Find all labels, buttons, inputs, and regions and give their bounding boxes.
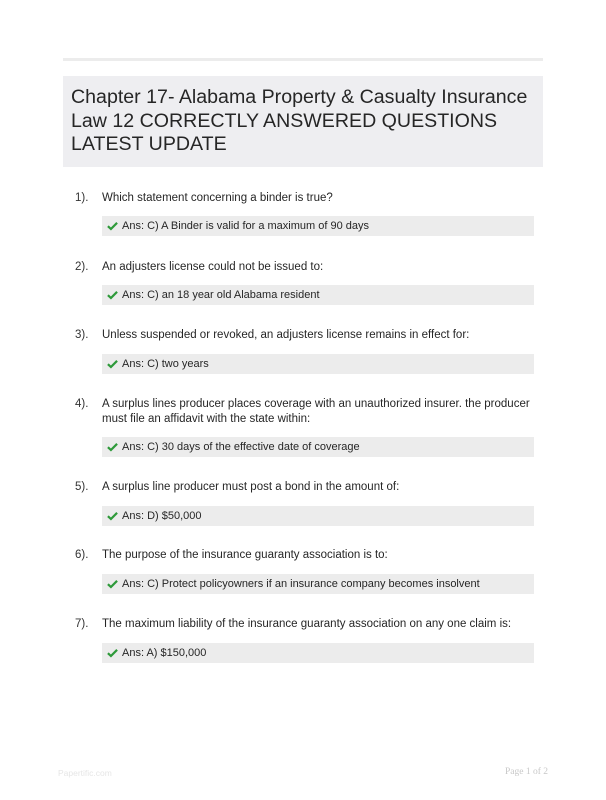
question-number: 1). <box>75 192 89 204</box>
checkmark-icon <box>107 221 118 231</box>
footer-site-name: Papertific.com <box>58 768 112 778</box>
answer-box <box>102 574 534 594</box>
answer-text: Ans: D) $50,000 <box>122 510 202 522</box>
answer-text: Ans: C) A Binder is valid for a maximum of 90 days <box>122 220 369 232</box>
question-text: A surplus lines producer places coverage with an unauthorized insurer. the producer must file an affidavit with the state within: <box>102 398 530 425</box>
page-number: Page 1 of 2 <box>504 767 548 777</box>
checkmark-icon <box>107 648 118 658</box>
question-text: A surplus line producer must post a bond in the amount of: <box>102 481 400 493</box>
question-text: The purpose of the insurance guaranty association is to: <box>102 549 388 561</box>
answer-box <box>102 643 534 663</box>
question-number: 4). <box>75 398 89 410</box>
answer-box <box>102 285 534 305</box>
checkmark-icon <box>107 442 118 452</box>
question-number: 5). <box>75 481 89 493</box>
answer-text: Ans: C) two years <box>122 358 209 370</box>
answer-box <box>102 506 534 526</box>
answer-box <box>102 354 534 374</box>
question-number: 6). <box>75 549 89 561</box>
question-text: An adjusters license could not be issued to: <box>102 261 324 273</box>
answer-text: Ans: C) 30 days of the effective date of coverage <box>122 441 360 453</box>
question-number: 2). <box>75 261 89 273</box>
answer-text: Ans: C) an 18 year old Alabama resident <box>122 289 320 301</box>
checkmark-icon <box>107 359 118 369</box>
document-title: Chapter 17- Alabama Property & Casualty Insurance Law 12 CORRECTLY ANSWERED QUESTIONS LATEST UPDATE <box>71 86 528 155</box>
answer-text: Ans: A) $150,000 <box>122 647 207 659</box>
checkmark-icon <box>107 290 118 300</box>
answer-box <box>102 216 534 236</box>
top-divider <box>63 58 543 61</box>
question-text: The maximum liability of the insurance guaranty association on any one claim is: <box>102 618 512 630</box>
title-banner <box>63 76 543 167</box>
question-text: Which statement concerning a binder is true? <box>102 192 333 204</box>
question-number: 3). <box>75 329 89 341</box>
question-number: 7). <box>75 618 89 630</box>
answer-box <box>102 437 534 457</box>
answer-text: Ans: C) Protect policyowners if an insurance company becomes insolvent <box>122 578 480 590</box>
question-text: Unless suspended or revoked, an adjusters license remains in effect for: <box>102 329 470 341</box>
checkmark-icon <box>107 511 118 521</box>
checkmark-icon <box>107 579 118 589</box>
